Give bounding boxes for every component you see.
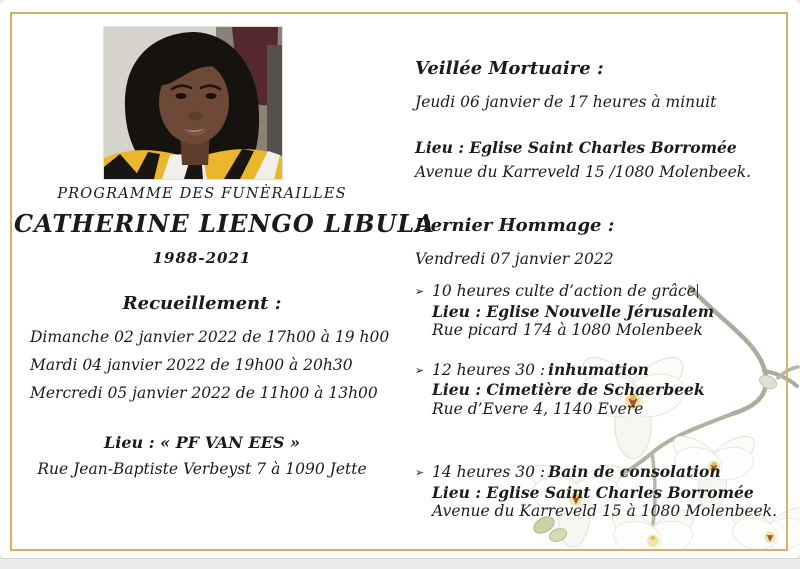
recueillement-address: Rue Jean-Baptiste Verbeyst 7 à 1090 Jette: [37, 460, 367, 478]
item-address: Rue picard 174 à 1080 Molenbeek: [432, 321, 703, 339]
hommage-item: [415, 281, 787, 341]
right-text-column[interactable]: [415, 58, 787, 522]
bottom-gray-strip: [0, 558, 800, 569]
recueillement-lieu: Lieu : « PF VAN EES »: [103, 433, 300, 452]
deceased-name: CATHERINE LIENGO LIBULA: [14, 209, 435, 238]
item-address: Avenue du Karreveld 15 à 1080 Molenbeek.: [432, 502, 778, 520]
hommage-date: Vendredi 07 janvier 2022: [415, 250, 614, 268]
recueillement-date-line: Mardi 04 janvier 2022 de 19h00 à 20h30: [30, 356, 353, 374]
item-time: 12 heures 30 :: [432, 360, 546, 379]
item-time: 14 heures 30 :: [432, 463, 546, 481]
hommage-item: [415, 462, 787, 522]
item-address: Rue d’Evere 4, 1140 Evere: [432, 399, 644, 418]
recueillement-dates: [14, 323, 390, 407]
text-cursor: [697, 284, 698, 298]
veillee-section: [415, 58, 787, 182]
hommage-section: [415, 215, 787, 522]
portrait-photo: [104, 27, 282, 179]
hommage-item: [415, 360, 787, 420]
recueillement-heading: Recueillement :: [122, 293, 282, 314]
item-time-bold: inhumation: [548, 359, 649, 379]
item-lieu: Lieu : Eglise Nouvelle Jérusalem: [432, 301, 715, 321]
hommage-heading: Dernier Hommage :: [415, 215, 615, 236]
veillee-address: Avenue du Karreveld 15 /1080 Molenbeek.: [415, 163, 752, 181]
item-lieu: Lieu : Cimetière de Schaerbeek: [432, 380, 705, 399]
veillee-heading: Veillée Mortuaire :: [415, 58, 604, 79]
arrow-bullet-icon: ➢: [415, 363, 425, 377]
veillee-lieu: Lieu : Eglise Saint Charles Borromée: [415, 138, 737, 157]
recueillement-date-line: Dimanche 02 janvier 2022 de 17h00 à 19 h00: [30, 328, 390, 346]
recueillement-date-line: Mercredi 05 janvier 2022 de 11h00 à 13h00: [30, 384, 378, 402]
item-lieu: Lieu : Eglise Saint Charles Borromée: [432, 482, 754, 502]
item-time-bold: Bain de consolation: [548, 462, 721, 481]
programme-title: PROGRAMME DES FUNÈRAILLES: [57, 186, 347, 202]
item-time: 10 heures culte d’action de grâce: [432, 282, 696, 300]
life-years: 1988-2021: [152, 249, 252, 267]
arrow-bullet-icon: ➢: [415, 466, 425, 479]
arrow-bullet-icon: ➢: [415, 285, 425, 298]
veillee-date: Jeudi 06 janvier de 17 heures à minuit: [415, 93, 717, 111]
left-text-column[interactable]: [14, 186, 435, 478]
